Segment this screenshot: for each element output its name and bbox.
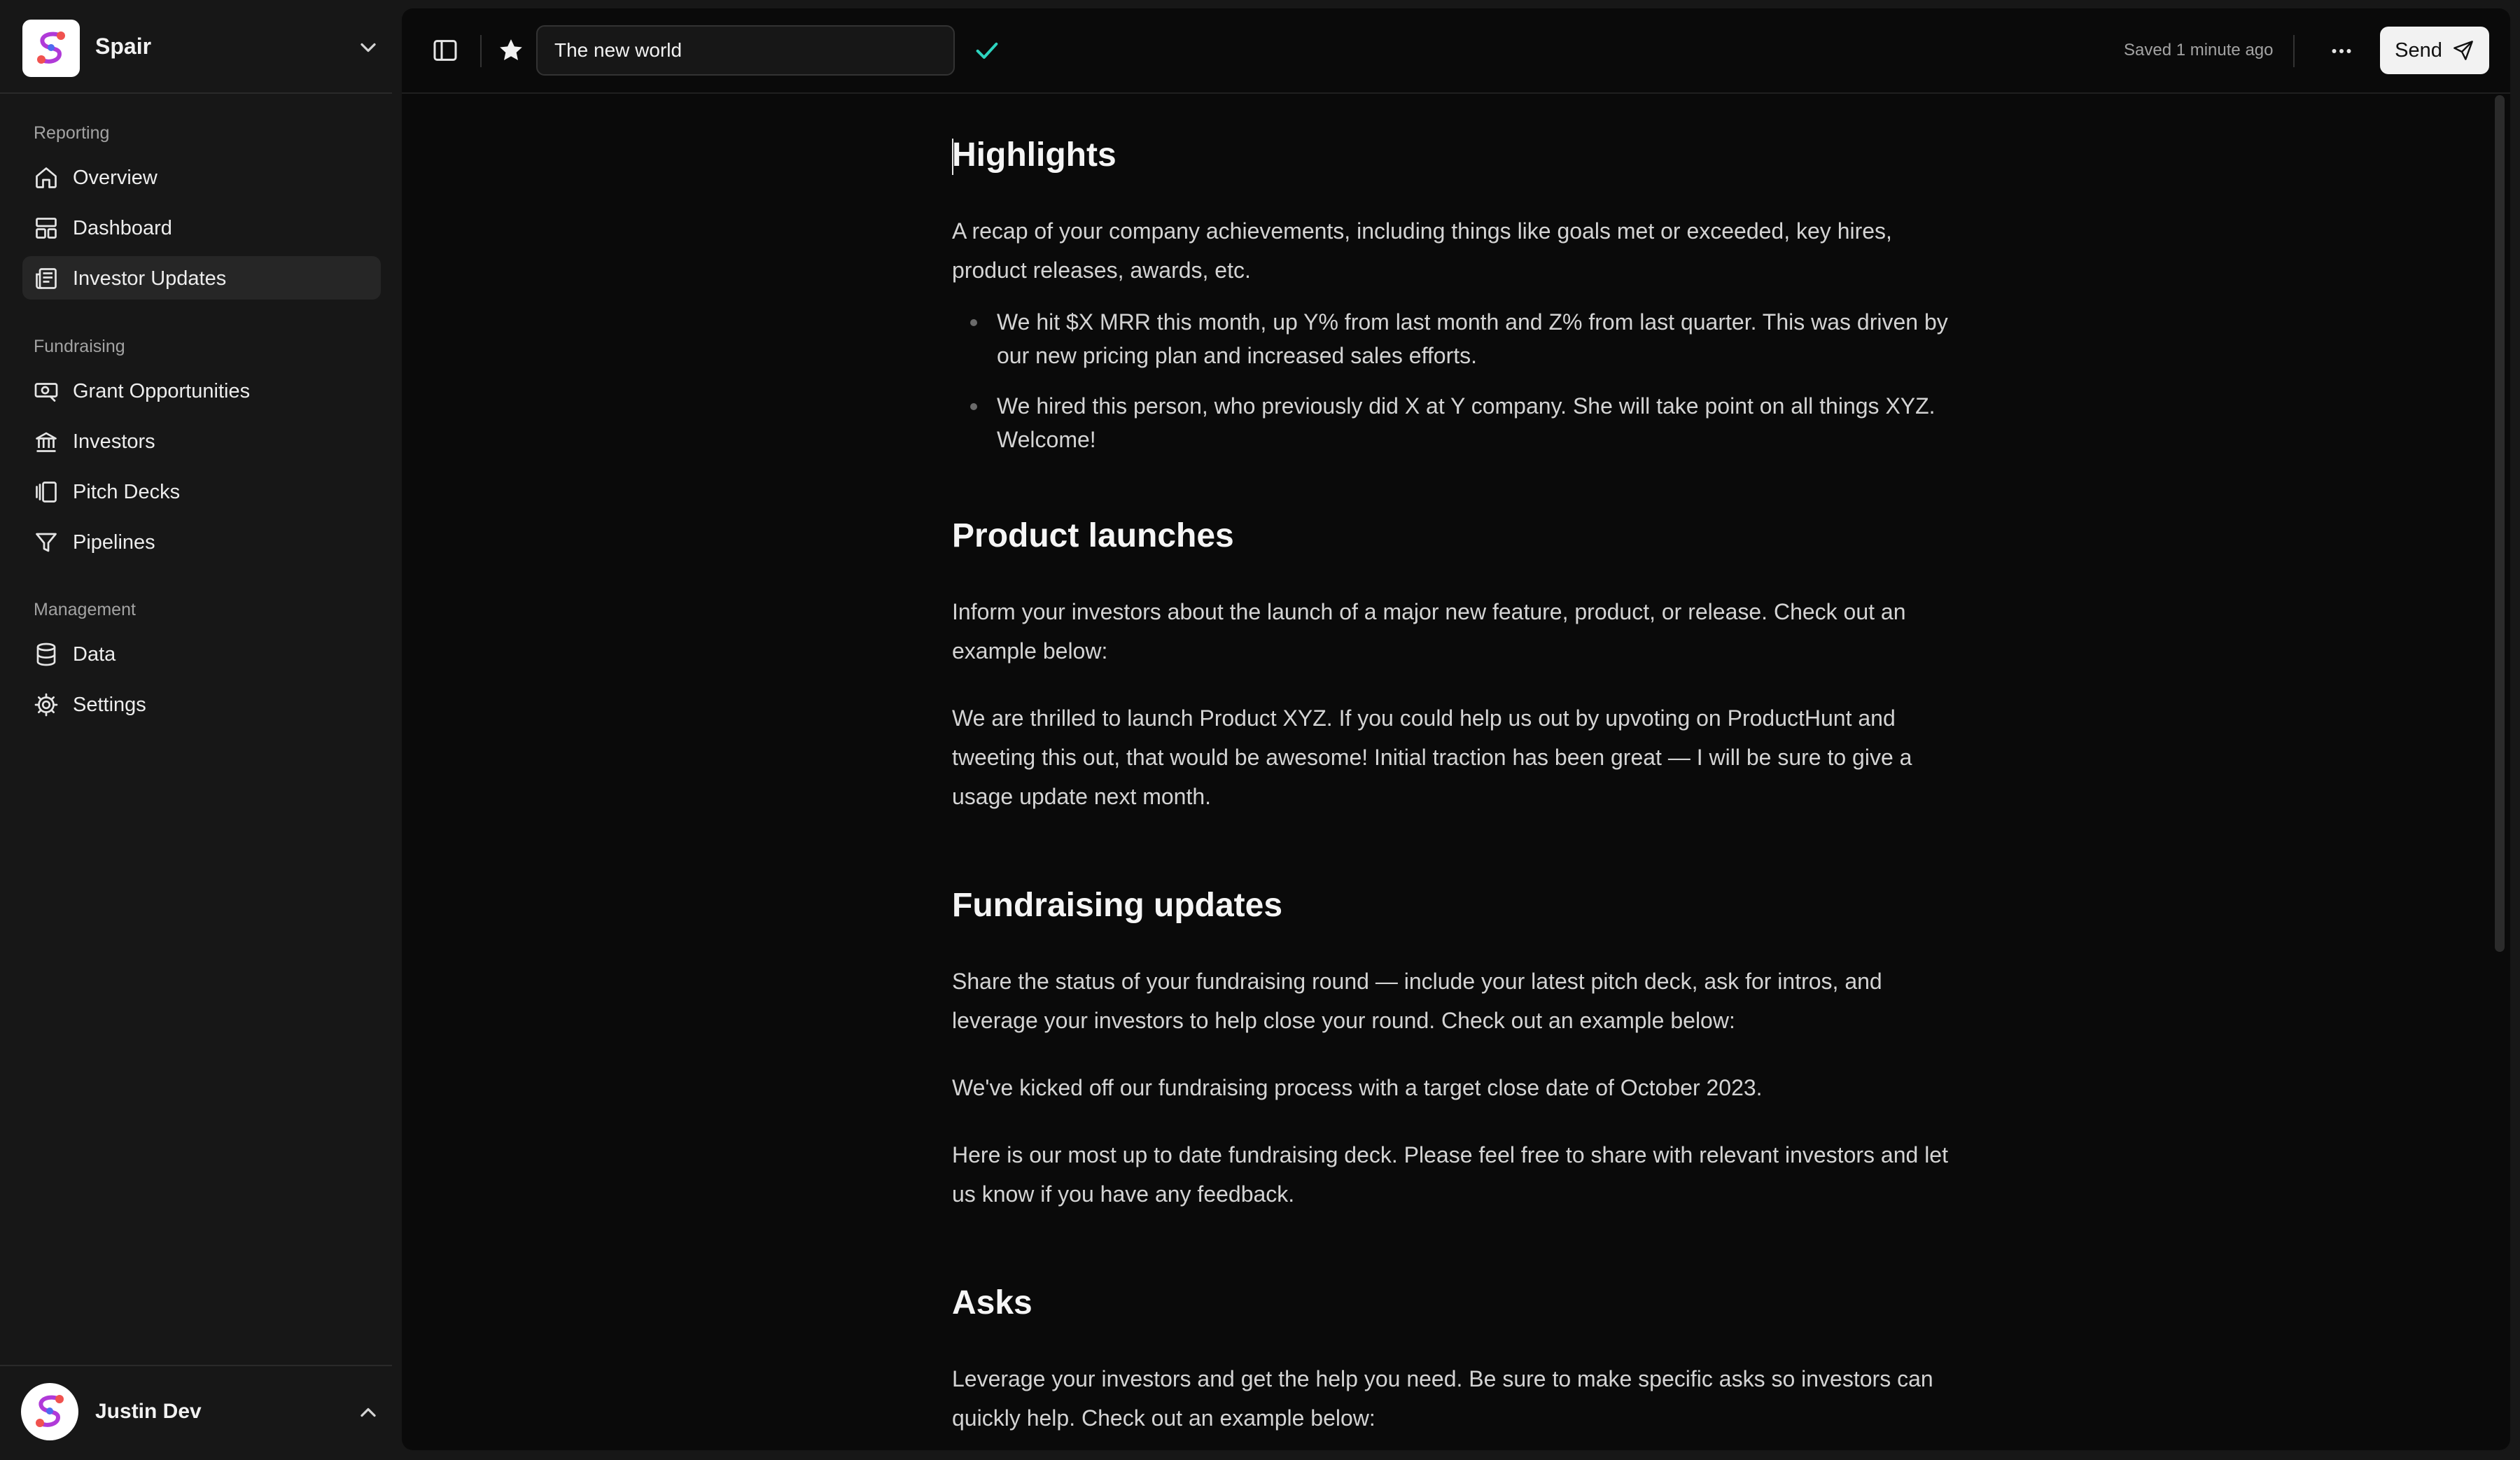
paragraph: Share the status of your fundraising round — include your latest pitch deck, ask for intros, and leverage your investors to help close your round. Check out an example below: bbox=[952, 969, 1882, 1033]
section-label-fundraising: Fundraising bbox=[34, 337, 125, 356]
send-button[interactable] bbox=[2380, 27, 2489, 74]
paragraph: Inform your investors about the launch of a major new feature, product, or release. Check out an example below: bbox=[952, 599, 1906, 664]
scrollbar[interactable] bbox=[2495, 95, 2505, 952]
editor-panel bbox=[402, 8, 2510, 1450]
avatar bbox=[21, 1383, 78, 1440]
more-options-button[interactable] bbox=[2323, 32, 2360, 70]
sidebar-item-pitch-decks[interactable] bbox=[22, 470, 381, 513]
sidebar-item-label: Dashboard bbox=[73, 217, 172, 239]
star-icon[interactable] bbox=[497, 36, 525, 64]
heading-asks: Asks bbox=[952, 1284, 1032, 1321]
sidebar-item-overview[interactable] bbox=[22, 155, 381, 199]
paragraph: Leverage your investors and get the help you need. Be sure to make specific asks so investors can quickly help. Check out an example below: bbox=[952, 1366, 1933, 1431]
sidebar-item-label: Investors bbox=[73, 430, 155, 453]
sidebar-item-investor-updates[interactable] bbox=[22, 256, 381, 300]
gear-icon bbox=[34, 692, 59, 717]
filter-icon bbox=[34, 530, 59, 555]
user-name: Justin Dev bbox=[95, 1400, 202, 1423]
sidebar-item-label: Investor Updates bbox=[73, 267, 227, 290]
section-label-reporting: Reporting bbox=[34, 123, 110, 143]
list-item: We hit $X MRR this month, up Y% from last month and Z% from last quarter. This was driven by our new pricing plan and increased sales efforts. bbox=[952, 305, 1960, 372]
heading-highlights: Highlights bbox=[952, 136, 1116, 174]
newspaper-icon bbox=[34, 266, 59, 291]
list-item: We hired this person, who previously did X at Y company. She will take point on all things XYZ. Welcome! bbox=[952, 389, 1960, 456]
database-icon bbox=[34, 642, 59, 667]
paper-plane-icon bbox=[2452, 39, 2474, 62]
check-icon bbox=[973, 36, 1001, 64]
document-title-input[interactable] bbox=[536, 25, 955, 76]
sidebar-item-label: Overview bbox=[73, 167, 158, 189]
toolbar-divider bbox=[480, 35, 482, 67]
workspace-name: Spair bbox=[95, 34, 152, 59]
dashboard-icon bbox=[34, 216, 59, 241]
user-menu[interactable] bbox=[0, 1365, 392, 1460]
bank-icon bbox=[34, 429, 59, 454]
sidebar-item-settings[interactable] bbox=[22, 682, 381, 726]
paragraph: Here is our most up to date fundraising deck. Please feel free to share with relevant investors and let us know if you have any feedback. bbox=[952, 1142, 1948, 1207]
sidebar-item-investors[interactable] bbox=[22, 419, 381, 463]
paragraph: We are thrilled to launch Product XYZ. If you could help us out by upvoting on ProductHunt and tweeting this out, that would be awesome! Initial traction has been great — I will be sure to give a usage update next month. bbox=[952, 706, 1912, 809]
chevron-down-icon[interactable] bbox=[356, 35, 381, 60]
money-search-icon bbox=[34, 379, 59, 404]
heading-fundraising-updates: Fundraising updates bbox=[952, 887, 1283, 924]
ellipsis-icon bbox=[2329, 38, 2354, 64]
heading-product-launches: Product launches bbox=[952, 517, 1234, 554]
spair-logo-icon bbox=[22, 20, 80, 77]
sidebar-item-data[interactable] bbox=[22, 632, 381, 675]
paragraph: We've kicked off our fundraising process with a target close date of October 2023. bbox=[952, 1075, 1763, 1100]
sidebar-item-label: Data bbox=[73, 643, 116, 666]
chevron-up-icon[interactable] bbox=[356, 1400, 381, 1425]
sidebar-toggle-icon[interactable] bbox=[431, 36, 459, 64]
sidebar-item-dashboard[interactable] bbox=[22, 206, 381, 249]
sidebar bbox=[0, 0, 402, 1460]
sidebar-item-label: Grant Opportunities bbox=[73, 380, 251, 402]
saved-status: Saved 1 minute ago bbox=[2124, 41, 2274, 59]
workspace-switcher[interactable] bbox=[0, 0, 392, 94]
editor-toolbar bbox=[402, 8, 2510, 94]
slides-icon bbox=[34, 479, 59, 505]
sidebar-item-label: Settings bbox=[73, 694, 146, 716]
toolbar-divider bbox=[2293, 35, 2295, 67]
send-button-label: Send bbox=[2395, 38, 2442, 62]
sidebar-item-pipelines[interactable] bbox=[22, 520, 381, 563]
section-label-management: Management bbox=[34, 600, 136, 619]
bullet-list bbox=[952, 305, 1960, 456]
sidebar-item-label: Pitch Decks bbox=[73, 481, 181, 503]
sidebar-item-label: Pipelines bbox=[73, 531, 155, 554]
home-icon bbox=[34, 165, 59, 190]
sidebar-item-grant-opportunities[interactable] bbox=[22, 369, 381, 412]
paragraph: A recap of your company achievements, including things like goals met or exceeded, key hires, product releases, awards, etc. bbox=[952, 218, 1892, 283]
